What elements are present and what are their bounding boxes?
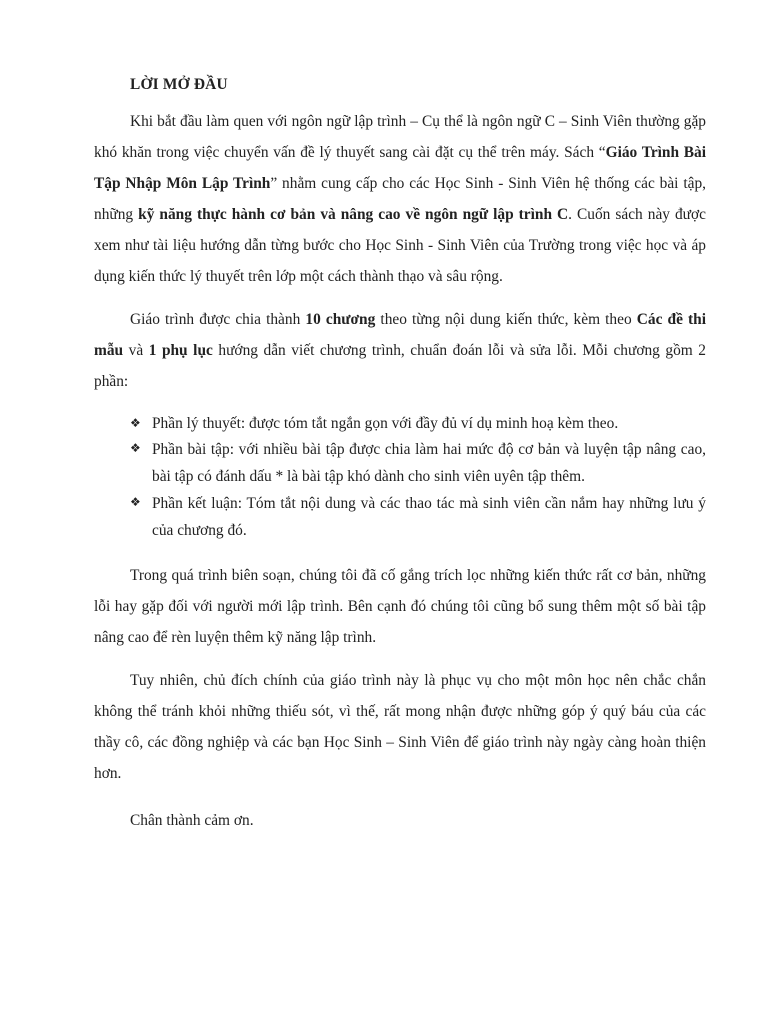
structure-paragraph <box>94 304 706 397</box>
chapters-bold: 10 chương <box>305 311 376 328</box>
structure-text-1: Giáo trình được chia thành <box>130 311 306 328</box>
diamond-bullet-icon: ❖ <box>130 441 141 455</box>
structure-text-2: theo từng nội dung kiến thức, kèm theo <box>375 311 637 328</box>
intro-text-2: ” nhằm cung cấp cho các Học Sinh - Sinh Viên hệ thống các bài tập, những <box>94 175 706 223</box>
book-title-bold: Giáo Trình Bài Tập Nhập Môn Lập Trình <box>94 144 707 192</box>
list-item-text: Phần bài tập: với nhiều bài tập được chia làm hai mức độ cơ bản và luyện tập nâng cao, bài tập có đánh dấu * là bài tập khó dành cho sinh viên uyên tập thêm. <box>152 441 706 485</box>
intro-paragraph <box>94 106 706 292</box>
intro-text-1: Khi bắt đầu làm quen với ngôn ngữ lập trình – Cụ thể là ngôn ngữ C – Sinh Viên thường gặp khó khăn trong việc chuyển vấn đề lý thuyết sang cài đặt cụ thể trên máy. Sách “ <box>94 113 706 161</box>
page-title: LỜI MỞ ĐẦU <box>130 76 228 93</box>
compilation-paragraph: Trong quá trình biên soạn, chúng tôi đã cố gắng trích lọc những kiến thức rất cơ bản, những lỗi hay gặp đối với người mới lập trình. Bên cạnh đó chúng tôi cũng bổ sung thêm một số bài tập nâng cao để rèn luyện thêm kỹ năng lập trình. <box>94 567 706 646</box>
diamond-bullet-icon: ❖ <box>130 495 141 509</box>
structure-text-3: và <box>123 342 149 359</box>
structure-text-4: hướng dẫn viết chương trình, chuẩn đoán lỗi và sửa lỗi. Mỗi chương gồm 2 phần: <box>94 342 706 390</box>
list-item <box>94 436 706 490</box>
skills-bold: kỹ năng thực hành cơ bản và nâng cao về ngôn ngữ lập trình C <box>138 206 569 223</box>
sample-exams-bold: Các đề thi mẫu <box>94 311 706 359</box>
list-item <box>94 490 706 544</box>
feedback-paragraph: Tuy nhiên, chủ đích chính của giáo trình này là phục vụ cho một môn học nên chắc chắn không thể tránh khỏi những thiếu sót, vì thế, rất mong nhận được những góp ý quý báu của các thầy cô, các đồng nghiệp và các bạn Học Sinh – Sinh Viên để giáo trình này ngày càng hoàn thiện hơn. <box>94 672 706 782</box>
closing-line: Chân thành cảm ơn. <box>130 812 254 829</box>
chapter-parts-list <box>94 411 706 544</box>
list-item-text: Phần kết luận: Tóm tắt nội dung và các thao tác mà sinh viên cần nắm hay những lưu ý của chương đó. <box>152 495 706 539</box>
list-item-text: Phần lý thuyết: được tóm tắt ngắn gọn với đầy đủ ví dụ minh hoạ kèm theo. <box>152 415 619 432</box>
intro-text-3: . Cuốn sách này được xem như tài liệu hướng dẫn từng bước cho Học Sinh - Sinh Viên của Trường trong việc học và áp dụng kiến thức lý thuyết trên lớp một cách thành thạo và sâu rộng. <box>94 206 706 285</box>
appendix-bold: 1 phụ lục <box>148 342 213 359</box>
document-page <box>94 68 706 836</box>
diamond-bullet-icon: ❖ <box>130 416 141 430</box>
list-item <box>94 411 706 436</box>
